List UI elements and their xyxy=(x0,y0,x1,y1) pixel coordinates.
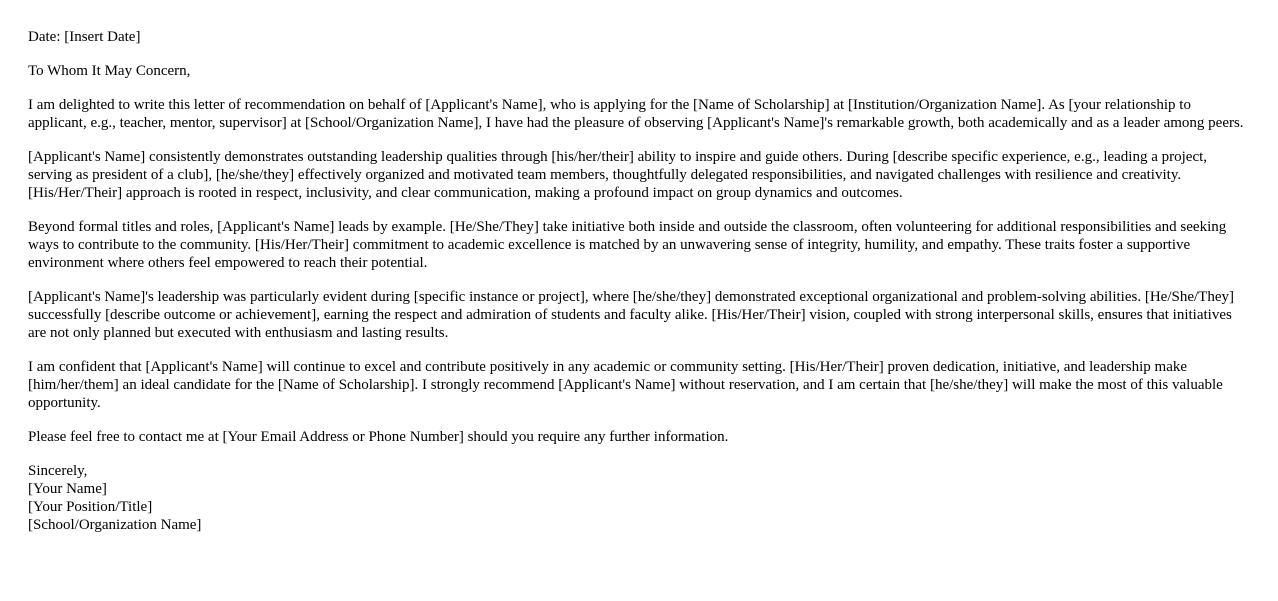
signer-organization: [School/Organization Name] xyxy=(28,517,202,533)
signature-block xyxy=(28,462,1250,534)
body-paragraph-contact: Please feel free to contact me at [Your Email Address or Phone Number] should you require any further information. xyxy=(28,429,729,445)
recommendation-letter xyxy=(28,28,1250,534)
body-paragraph-recommendation: I am confident that [Applicant's Name] will continue to excel and contribute positively in any academic or community setting. [His/Her/Their] proven dedication, initiative, and leadership make [him/her/them] an ideal candidate for the [Name of Scholarship]. I strongly recommend [Applicant's Name] without reservation, and I am certain that [he/she/they] will make the most of this valuable opportunity. xyxy=(28,359,1223,411)
salutation: To Whom It May Concern, xyxy=(28,63,191,79)
body-paragraph-leadership: [Applicant's Name] consistently demonstrates outstanding leadership qualities through [his/her/their] ability to inspire and guide others. During [describe specific experience, e.g., leading a project, serving as president of a club], [he/she/they] effectively organized and motivated team members, thoughtfully delegated responsibilities, and navigated challenges with resilience and creativity. [His/Her/Their] approach is rooted in respect, inclusivity, and clear communication, making a profound impact on group dynamics and outcomes. xyxy=(28,149,1208,201)
date-line: Date: [Insert Date] xyxy=(28,29,141,45)
body-paragraph-intro: I am delighted to write this letter of recommendation on behalf of [Applicant's Name], who is applying for the [Name of Scholarship] at [Institution/Organization Name]. As [your relationship to applicant, e.g., teacher, mentor, supervisor] at [School/Organization Name], I have had the pleasure of observing [Applicant's Name]'s remarkable growth, both academically and as a leader among peers. xyxy=(28,97,1244,131)
signer-position: [Your Position/Title] xyxy=(28,499,153,515)
body-paragraph-character: Beyond formal titles and roles, [Applicant's Name] leads by example. [He/She/They] take initiative both inside and outside the classroom, often volunteering for additional responsibilities and seeking ways to contribute to the community. [His/Her/Their] commitment to academic excellence is matched by an unwavering sense of integrity, humility, and empathy. These traits foster a supportive environment where others feel empowered to reach their potential. xyxy=(28,219,1227,271)
body-paragraph-example: [Applicant's Name]'s leadership was particularly evident during [specific instance or project], where [he/she/they] demonstrated exceptional organizational and problem-solving abilities. [He/She/They] successfully [describe outcome or achievement], earning the respect and admiration of students and faculty alike. [His/Her/Their] vision, coupled with strong interpersonal skills, ensures that initiatives are not only planned but executed with enthusiasm and lasting results. xyxy=(28,289,1234,341)
signer-name: [Your Name] xyxy=(28,481,107,497)
closing: Sincerely, xyxy=(28,463,88,479)
